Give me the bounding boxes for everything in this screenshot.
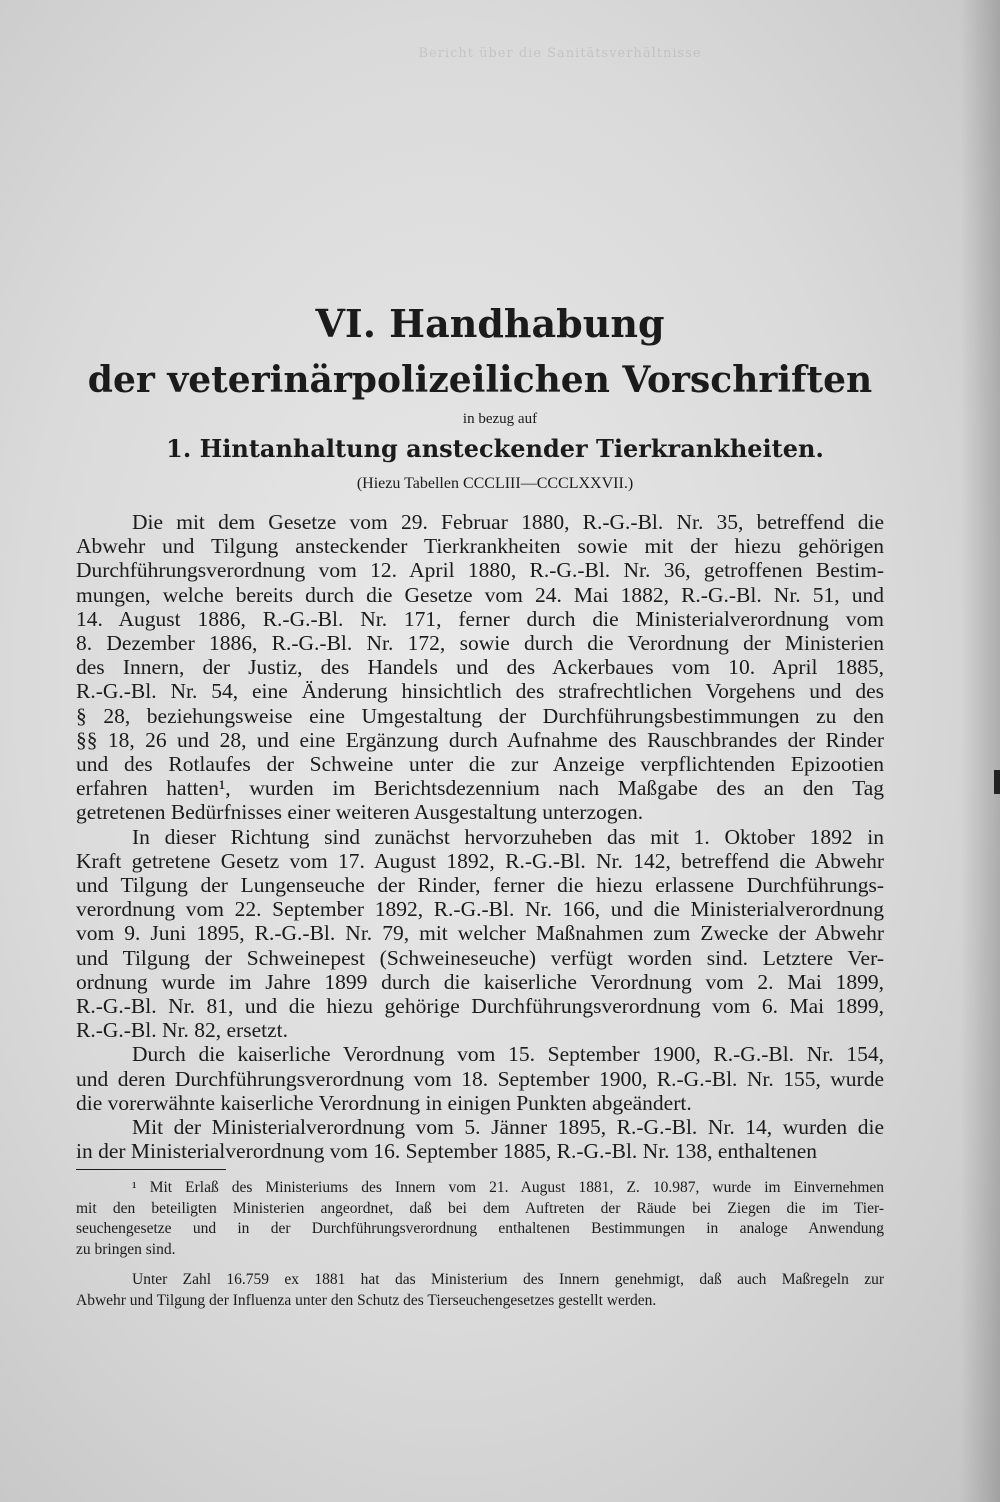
footnote-rule xyxy=(76,1169,226,1170)
text-line: in der Ministerialverordnung vom 16. September 1885, R.-G.-Bl. Nr. 138, enthaltenen xyxy=(76,1139,818,1164)
text-line: In dieser Richtung sind zunächst hervorzuheben das mit 1. Oktober 1892 in xyxy=(132,824,884,849)
text-line: R.-G.-Bl. Nr. 54, eine Änderung hinsichtlich des strafrechtlichen Vorgehens und des xyxy=(76,679,884,704)
text-line: R.-G.-Bl. Nr. 81, und die hiezu gehörige Durchführungsverordnung vom 6. Mai 1899, xyxy=(76,994,884,1019)
text-line: und Tilgung der Lungenseuche der Rinder, ferner die hiezu erlassene Durchführungs- xyxy=(76,873,884,898)
tables-reference: (Hiezu Tabellen CCCLIII—CCCLXXVII.) xyxy=(356,475,634,492)
text-line: erfahren hatten¹, wurden im Berichtsdezennium nach Maßgabe des an den Tag xyxy=(76,776,884,801)
in-bezug-line: in bezug auf xyxy=(462,411,538,427)
section-subtitle: 1. Hintanhaltung ansteckender Tierkrankheiten. xyxy=(166,434,824,463)
footnote-line: Abwehr und Tilgung der Influenza unter den Schutz des Tierseuchengesetzes gestellt werden. xyxy=(76,1291,657,1309)
footnotes xyxy=(76,1178,884,1311)
paragraph xyxy=(76,510,884,825)
footnote xyxy=(76,1270,884,1311)
text-line: R.-G.-Bl. Nr. 82, ersetzt. xyxy=(76,1018,288,1043)
footnote-line: seuchengesetze und in der Durchführungsverordnung enthaltenen Bestimmungen in analoge Anwendung xyxy=(76,1220,884,1238)
text-line: die vorerwähnte kaiserliche Verordnung in einigen Punkten abgeändert. xyxy=(76,1090,692,1115)
footnote-line: zu bringen sind. xyxy=(76,1240,176,1258)
body-text xyxy=(76,510,884,1163)
footnote-line: mit den beteiligten Ministerien angeordnet, daß bei dem Auftreten der Räude bei Ziegen die im Tier- xyxy=(76,1199,884,1217)
text-line: mungen, welche bereits durch die Gesetze vom 24. Mai 1882, R.-G.-Bl. Nr. 51, und xyxy=(76,582,884,607)
text-line: Kraft getretene Gesetz vom 17. August 1892, R.-G.-Bl. Nr. 142, betreffend die Abwehr xyxy=(76,848,884,873)
text-line: ordnung wurde im Jahre 1899 durch die kaiserliche Verordnung vom 2. Mai 1899, xyxy=(76,969,884,994)
text-line: vom 9. Juni 1895, R.-G.-Bl. Nr. 79, mit welcher Maßnahmen zum Zwecke der Abwehr xyxy=(76,921,884,946)
text-line: Durch die kaiserliche Verordnung vom 15. September 1900, R.-G.-Bl. Nr. 154, xyxy=(132,1042,884,1067)
paragraph xyxy=(76,1042,884,1115)
footnote-line: ¹ Mit Erlaß des Ministeriums des Innern vom 21. August 1881, Z. 10.987, wurde im Einvernehmen xyxy=(132,1179,884,1197)
page-edge-shadow xyxy=(960,0,1000,1502)
text-line: Durchführungsverordnung vom 12. April 1880, R.-G.-Bl. Nr. 36, getroffenen Bestim- xyxy=(76,558,884,583)
text-line: und deren Durchführungsverordnung vom 18. September 1900, R.-G.-Bl. Nr. 155, wurde xyxy=(76,1066,884,1091)
text-line: des Innern, der Justiz, des Handels und des Ackerbaues vom 10. April 1885, xyxy=(76,655,884,680)
text-line: 14. August 1886, R.-G.-Bl. Nr. 171, ferner durch die Ministerialverordnung vom xyxy=(76,606,884,631)
text-line: verordnung vom 22. September 1892, R.-G.-Bl. Nr. 166, und die Ministerialverordnung xyxy=(76,897,884,922)
paragraph xyxy=(76,1115,884,1163)
paragraph xyxy=(76,825,884,1043)
text-line: und Tilgung der Schweinepest (Schweineseuche) verfügt worden sind. Letztere Ver- xyxy=(76,945,884,970)
running-head: Bericht über die Sanitätsverhältnisse xyxy=(418,46,702,61)
page-content xyxy=(76,300,884,1311)
chapter-title-continuation: der veterinärpolizeilichen Vorschriften xyxy=(87,359,873,401)
footnote xyxy=(76,1178,884,1260)
binding-mark xyxy=(994,770,1000,794)
text-line: Mit der Ministerialverordnung vom 5. Jänner 1895, R.-G.-Bl. Nr. 14, wurden die xyxy=(132,1115,884,1140)
text-line: 8. Dezember 1886, R.-G.-Bl. Nr. 172, sowie durch die Verordnung der Ministerien xyxy=(76,631,884,656)
text-line: und des Rotlaufes der Schweine unter die zur Anzeige verpflichtenden Epizootien xyxy=(76,752,884,777)
text-line: § 28, beziehungsweise eine Umgestaltung der Durchführungsbestimmungen zu den xyxy=(76,703,884,728)
text-line: §§ 18, 26 und 28, und eine Ergänzung durch Aufnahme des Rauschbrandes der Rinder xyxy=(76,727,884,752)
text-line: Abwehr und Tilgung ansteckender Tierkrankheiten sowie mit der hiezu gehörigen xyxy=(76,534,884,559)
footnote-line: Unter Zahl 16.759 ex 1881 hat das Ministerium des Innern genehmigt, daß auch Maßregeln zur xyxy=(132,1271,884,1289)
chapter-title: VI. Handhabung xyxy=(315,301,665,346)
text-line: getretenen Bedürfnisses einer weiteren Ausgestaltung unterzogen. xyxy=(76,800,644,825)
text-line: Die mit dem Gesetze vom 29. Februar 1880, R.-G.-Bl. Nr. 35, betreffend die xyxy=(132,510,884,534)
